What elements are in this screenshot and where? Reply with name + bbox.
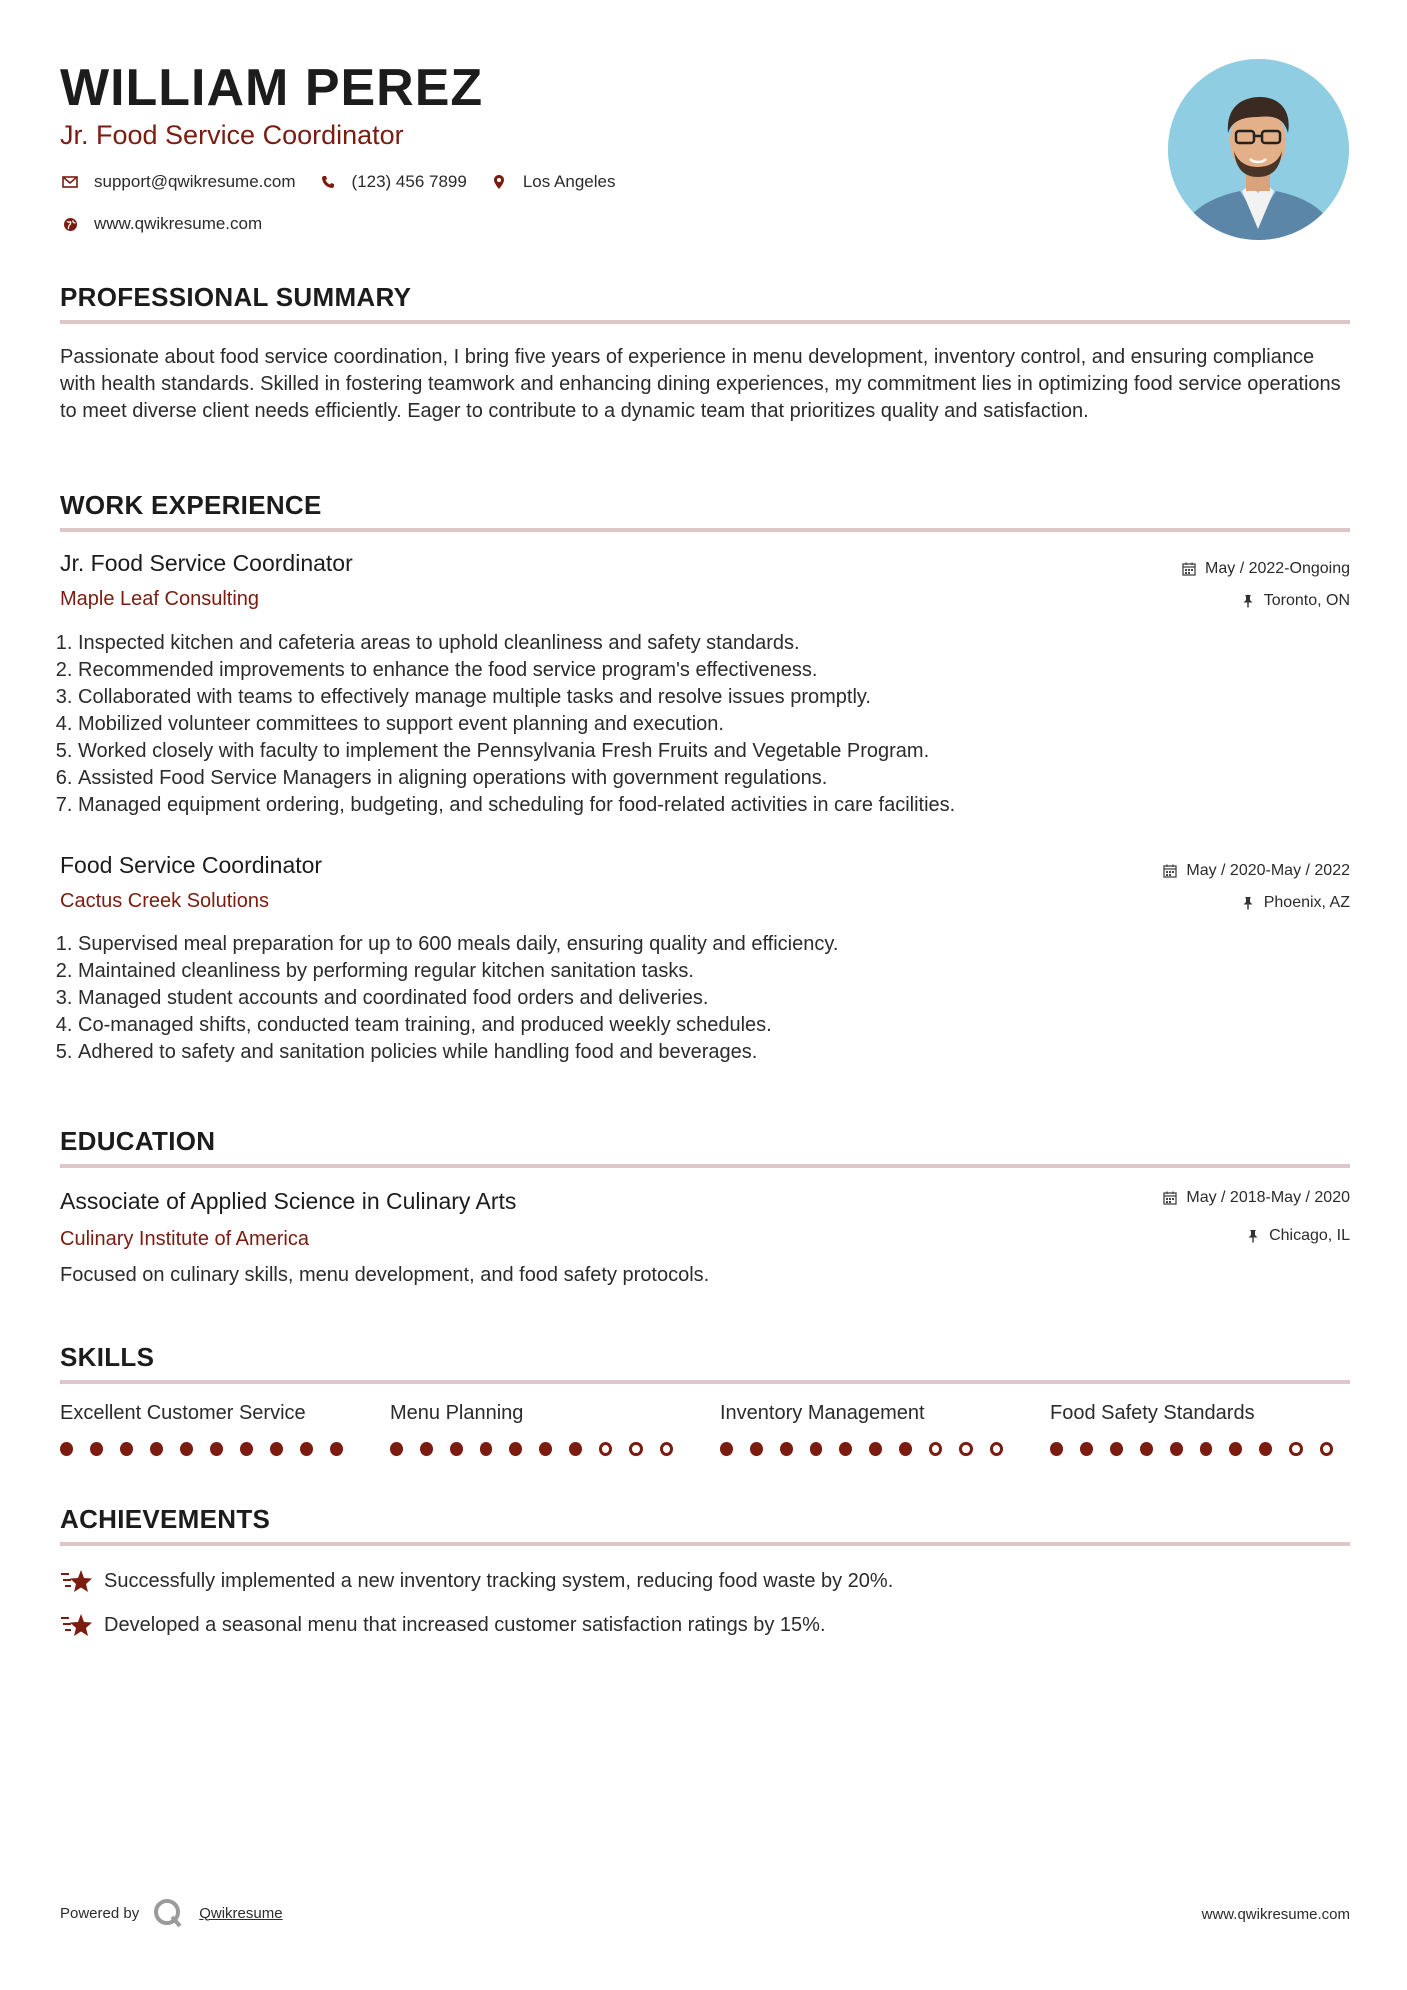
skill-rating — [1050, 1442, 1350, 1456]
rating-dot-empty — [959, 1442, 972, 1456]
website-text: www.qwikresume.com — [94, 214, 263, 233]
skill-item — [60, 1402, 360, 1456]
contact-location — [489, 172, 616, 192]
map-pin-icon — [489, 172, 509, 192]
powered-by-label: Powered by — [60, 1904, 140, 1922]
skill-item — [1050, 1402, 1350, 1456]
job-bullet: 3. Managed student accounts and coordinated food orders and deliveries. — [78, 985, 1348, 1012]
rating-dot-filled — [539, 1442, 552, 1456]
achievement-text: Developed a seasonal menu that increased customer satisfaction ratings by 15%. — [104, 1613, 826, 1636]
rating-dot-filled — [1170, 1442, 1183, 1456]
education-heading: EDUCATION — [60, 1126, 216, 1156]
rating-dot-filled — [480, 1442, 493, 1456]
job-bullet: 1. Inspected kitchen and cafeteria areas to uphold cleanliness and safety standards. — [78, 630, 1348, 657]
contact-website[interactable] — [60, 214, 262, 234]
job-company: Maple Leaf Consulting — [60, 588, 260, 610]
job-bullet: 4. Mobilized volunteer committees to support event planning and execution. — [78, 711, 1348, 738]
rating-dot-filled — [390, 1442, 403, 1456]
achievement-item — [60, 1566, 893, 1596]
education-description: Focused on culinary skills, menu development, and food safety protocols. — [60, 1264, 710, 1286]
job-bullet: 6. Assisted Food Service Managers in aligning operations with government regulations. — [78, 765, 1348, 792]
contact-email[interactable] — [60, 172, 296, 192]
job-dates-text: May / 2022-Ongoing — [1205, 560, 1350, 577]
skill-item — [720, 1402, 1020, 1456]
job-bullet: 5. Adhered to safety and sanitation policies while handling food and beverages. — [78, 1039, 1348, 1066]
candidate-name: WILLIAM PEREZ — [60, 59, 484, 117]
rating-dot-filled — [1080, 1442, 1093, 1456]
rating-dot-filled — [60, 1442, 73, 1456]
rating-dot-filled — [450, 1442, 463, 1456]
resume-page — [60, 0, 1350, 1990]
rating-dot-filled — [150, 1442, 163, 1456]
rating-dot-filled — [1259, 1442, 1272, 1456]
skill-rating — [720, 1442, 1020, 1456]
rating-dot-filled — [330, 1442, 343, 1456]
rating-dot-filled — [120, 1442, 133, 1456]
footer-powered-by — [60, 1898, 283, 1928]
job-bullet: 4. Co-managed shifts, conducted team training, and produced weekly schedules. — [78, 1012, 1348, 1039]
education-dates-text: May / 2018-May / 2020 — [1186, 1189, 1350, 1206]
rating-dot-filled — [720, 1442, 733, 1456]
location-text: Los Angeles — [522, 172, 616, 191]
section-divider — [60, 320, 1350, 324]
rating-dot-empty — [660, 1442, 673, 1456]
section-divider — [60, 1542, 1350, 1546]
achievement-text: Successfully implemented a new inventory tracking system, reducing food waste by 20%. — [104, 1569, 894, 1592]
job-company: Cactus Creek Solutions — [60, 890, 269, 912]
profile-photo — [1168, 59, 1349, 240]
section-divider — [60, 1164, 1350, 1168]
job-bullet-list — [60, 931, 1348, 1066]
rating-dot-filled — [240, 1442, 253, 1456]
skill-rating — [60, 1442, 360, 1456]
job-bullet-list — [60, 630, 1348, 819]
rating-dot-filled — [569, 1442, 582, 1456]
globe-icon — [60, 214, 80, 234]
job-location-text: Phoenix, AZ — [1263, 894, 1350, 911]
pushpin-icon — [1245, 1228, 1261, 1244]
pushpin-icon — [1240, 895, 1256, 911]
rating-dot-filled — [210, 1442, 223, 1456]
job-title: Food Service Coordinator — [60, 852, 323, 878]
skill-name: Food Safety Standards — [1050, 1402, 1255, 1424]
rating-dot-filled — [1110, 1442, 1123, 1456]
rating-dot-filled — [810, 1442, 823, 1456]
footer-url[interactable]: www.qwikresume.com — [1201, 1906, 1350, 1923]
rating-dot-filled — [1229, 1442, 1242, 1456]
rating-dot-empty — [629, 1442, 642, 1456]
summary-text: Passionate about food service coordination, I bring five years of experience in menu development, inventory control, and ensuring compliance with health standards. Skilled in fostering teamwork and enhancing dining experiences, my commitment lies in optimizing food service operations to meet diverse client needs efficiently. Eager to contribute to a dynamic team that prioritizes quality and satisfaction. — [60, 346, 1341, 422]
education-school: Culinary Institute of America — [60, 1228, 309, 1250]
job-location-text: Toronto, ON — [1263, 592, 1350, 609]
rating-dot-empty — [929, 1442, 942, 1456]
rating-dot-filled — [780, 1442, 793, 1456]
skill-rating — [390, 1442, 690, 1456]
rating-dot-empty — [599, 1442, 612, 1456]
pushpin-icon — [1240, 593, 1256, 609]
calendar-icon — [1162, 863, 1178, 879]
rating-dot-empty — [1320, 1442, 1333, 1456]
rating-dot-filled — [1200, 1442, 1213, 1456]
job-bullet: 2. Maintained cleanliness by performing regular kitchen sanitation tasks. — [78, 958, 1348, 985]
contact-row — [60, 172, 637, 192]
job-title: Jr. Food Service Coordinator — [60, 550, 353, 576]
achievements-heading: ACHIEVEMENTS — [60, 1504, 271, 1534]
section-divider — [60, 1380, 1350, 1384]
achievement-item — [60, 1610, 826, 1640]
phone-icon — [318, 172, 338, 192]
skill-name: Inventory Management — [720, 1402, 925, 1424]
education-location-text: Chicago, IL — [1269, 1227, 1350, 1244]
contact-phone[interactable] — [318, 172, 467, 192]
rating-dot-filled — [1050, 1442, 1063, 1456]
calendar-icon — [1181, 561, 1197, 577]
skill-name: Excellent Customer Service — [60, 1402, 306, 1424]
rating-dot-filled — [750, 1442, 763, 1456]
skill-name: Menu Planning — [390, 1402, 524, 1424]
rating-dot-empty — [990, 1442, 1003, 1456]
shooting-star-icon — [60, 1566, 94, 1596]
phone-text: (123) 456 7899 — [351, 172, 467, 191]
summary-heading: PROFESSIONAL SUMMARY — [60, 282, 412, 312]
job-bullet: 2. Recommended improvements to enhance the food service program's effectiveness. — [78, 657, 1348, 684]
job-location — [1240, 592, 1350, 610]
experience-heading: WORK EXPERIENCE — [60, 490, 322, 520]
rating-dot-filled — [90, 1442, 103, 1456]
contact-row-website — [60, 214, 284, 234]
rating-dot-filled — [1140, 1442, 1153, 1456]
rating-dot-filled — [509, 1442, 522, 1456]
job-bullet: 1. Supervised meal preparation for up to 600 meals daily, ensuring quality and efficiency. — [78, 931, 1348, 958]
rating-dot-filled — [839, 1442, 852, 1456]
job-dates-text: May / 2020-May / 2022 — [1186, 862, 1350, 879]
skills-heading: SKILLS — [60, 1342, 155, 1372]
section-divider — [60, 528, 1350, 532]
envelope-icon — [60, 172, 80, 192]
rating-dot-filled — [899, 1442, 912, 1456]
calendar-icon — [1162, 1190, 1178, 1206]
education-degree: Associate of Applied Science in Culinary Arts — [60, 1188, 517, 1214]
job-dates — [1181, 560, 1350, 578]
email-text: support@qwikresume.com — [94, 172, 296, 191]
skill-item — [390, 1402, 690, 1456]
qwikresume-link[interactable]: Qwikresume — [199, 1904, 283, 1922]
qwikresume-logo-icon — [153, 1898, 183, 1928]
rating-dot-filled — [270, 1442, 283, 1456]
candidate-title: Jr. Food Service Coordinator — [60, 120, 404, 150]
job-bullet: 5. Worked closely with faculty to implement the Pennsylvania Fresh Fruits and Vegetable Program. — [78, 738, 1348, 765]
job-location — [1240, 894, 1350, 912]
rating-dot-filled — [869, 1442, 882, 1456]
rating-dot-filled — [420, 1442, 433, 1456]
job-dates — [1162, 862, 1350, 880]
rating-dot-filled — [180, 1442, 193, 1456]
shooting-star-icon — [60, 1610, 94, 1640]
job-bullet: 3. Collaborated with teams to effectively manage multiple tasks and resolve issues promptly. — [78, 684, 1348, 711]
rating-dot-empty — [1289, 1442, 1302, 1456]
education-location — [1245, 1227, 1350, 1245]
job-bullet: 7. Managed equipment ordering, budgeting, and scheduling for food-related activities in care facilities. — [78, 792, 1348, 819]
rating-dot-filled — [300, 1442, 313, 1456]
education-dates — [1162, 1189, 1350, 1207]
